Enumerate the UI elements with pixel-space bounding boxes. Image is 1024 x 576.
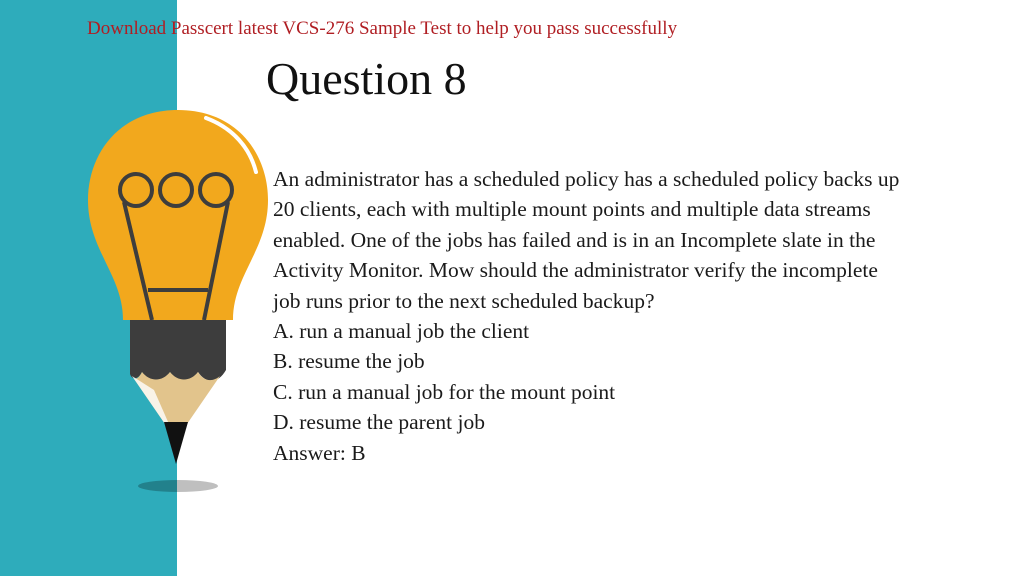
question-line: enabled. One of the jobs has failed and is in an Incomplete slate in the: [273, 227, 876, 252]
option-a: A. run a manual job the client: [273, 319, 530, 344]
download-banner-text: Download Passcert latest VCS-276 Sample Test to help you pass successfully: [87, 18, 678, 39]
question-line: An administrator has a scheduled policy has a scheduled policy backs up: [273, 167, 900, 191]
option-d: D. resume the parent job: [273, 410, 485, 435]
lightbulb-pencil-icon: [68, 100, 298, 500]
question-line: Activity Monitor. Mow should the administrator verify the incomplete: [273, 258, 878, 283]
question-line: job runs prior to the next scheduled backup?: [273, 288, 655, 313]
question-line: 20 clients, each with multiple mount points and multiple data streams: [273, 197, 871, 222]
page-title: Question 8: [266, 53, 467, 104]
option-b: B. resume the job: [273, 349, 425, 374]
answer-text: Answer: B: [273, 440, 366, 465]
question-body: [273, 164, 1003, 468]
option-c: C. run a manual job for the mount point: [273, 379, 616, 404]
